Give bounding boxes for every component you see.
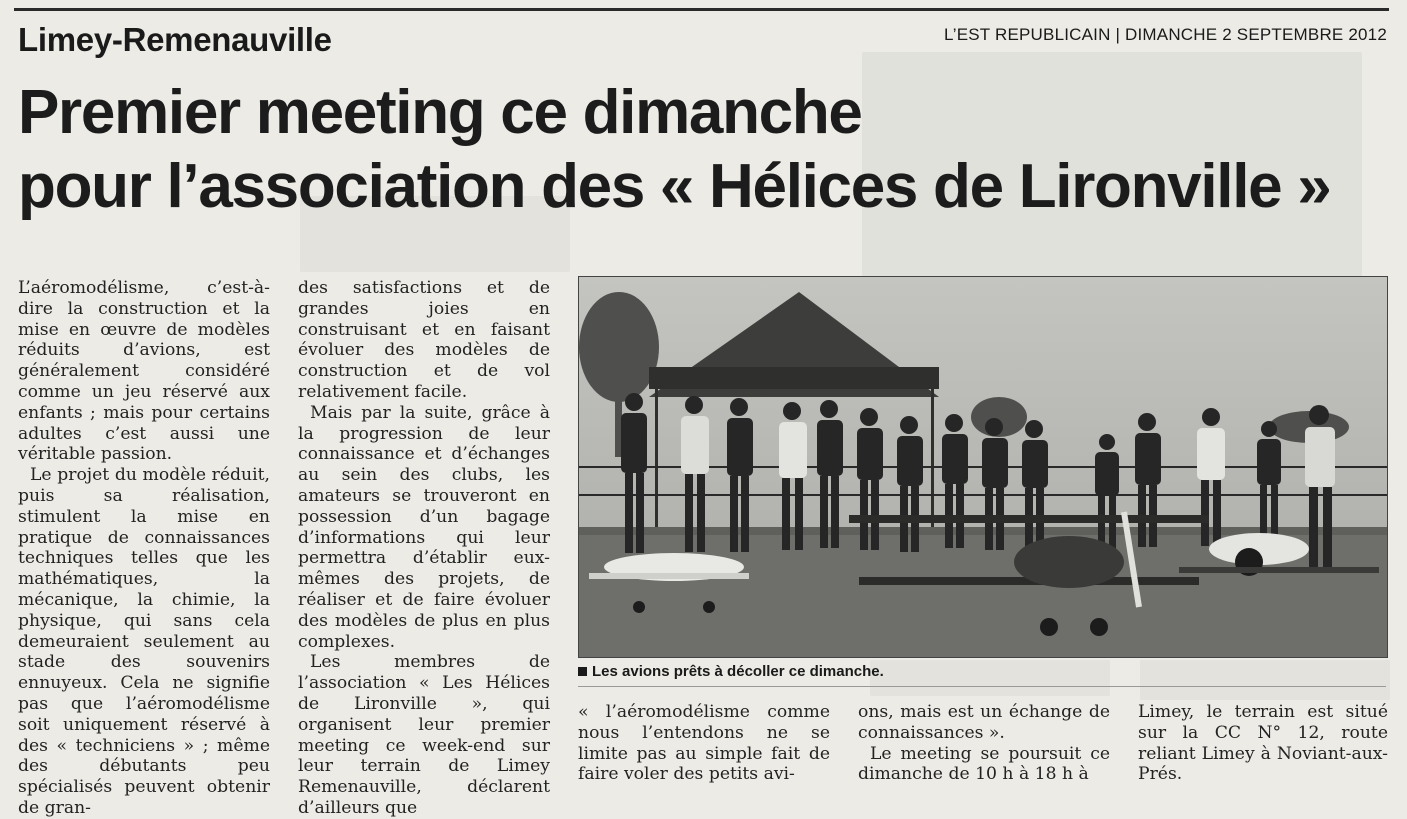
paragraph: « l’aéromodélisme comme nous l’entendons ne se limite pas au simple fait de faire voler des petits avi- <box>578 702 830 785</box>
headline-line-1: Premier meeting ce dimanche <box>18 78 862 147</box>
article-column-2 <box>298 278 550 819</box>
paragraph: ons, mais est un échange de connaissances ». <box>858 702 1110 743</box>
paragraph: Le meeting se poursuit ce dimanche de 10 h à 18 h à <box>858 743 1110 785</box>
photo-caption <box>578 662 1386 682</box>
article-column-4 <box>858 702 1110 785</box>
ghost-heading <box>722 26 731 65</box>
article-column-1 <box>18 278 270 819</box>
section-title: Limey-Remenauville <box>18 21 332 58</box>
caption-bullet-icon <box>578 667 587 676</box>
top-rule <box>14 8 1389 11</box>
caption-rule <box>578 686 1386 687</box>
caption-text: Les avions prêts à décoller ce dimanche. <box>592 663 884 680</box>
article-photo <box>578 276 1388 658</box>
paragraph: Mais par la suite, grâce à la progression de leur connaissance et d’échanges au sein des clubs, les amateurs se trouveront en possession d’un bagage d’informations qui leur permettra d’établir eux-mêmes des projets, de réaliser et de faire évoluer des modèles de plus en plus complexes. <box>298 402 550 652</box>
paragraph: Limey, le terrain est situé sur la CC N° 12, route reliant Limey à Noviant-aux-Prés. <box>1138 702 1388 785</box>
paragraph: L’aéromodélisme, c’est-à-dire la construction et la mise en œuvre de modèles réduits d’avions, est généralement considéré comme un jeu réservé aux enfants ; mais pour certains adultes c’est aussi une véritable passion. <box>18 278 270 465</box>
headline-line-2: pour l’association des « Hélices de Lironville » <box>18 152 1331 221</box>
article-column-5 <box>1138 702 1388 785</box>
article-column-3 <box>578 702 830 785</box>
paragraph: Le projet du modèle réduit, puis sa réalisation, stimulent la mise en pratique de connaissances techniques telles que les mathématiques, la mécanique, la chimie, la physique, qui sans cela demeuraient seulement au stade des souvenirs ennuyeux. Cela ne signifie pas que l’aéromodélisme soit uniquement réservé à des « techniciens » ; même des débutants peu spécialisés peuvent obtenir de gran- <box>18 465 270 818</box>
paragraph: Les membres de l’association « Les Hélices de Lironville », qui organisent leur premier meeting ce week-end sur leur terrain de Limey Remenauville, déclarent d’ailleurs que <box>298 652 550 818</box>
dateline: L’EST REPUBLICAIN | DIMANCHE 2 SEPTEMBRE 2012 <box>944 25 1387 44</box>
photo-scene <box>579 277 1387 657</box>
paragraph: des satisfactions et de grandes joies en construisant et en faisant évoluer des modèles de construction et de vol relativement facile. <box>298 278 550 402</box>
headline <box>18 76 1398 224</box>
